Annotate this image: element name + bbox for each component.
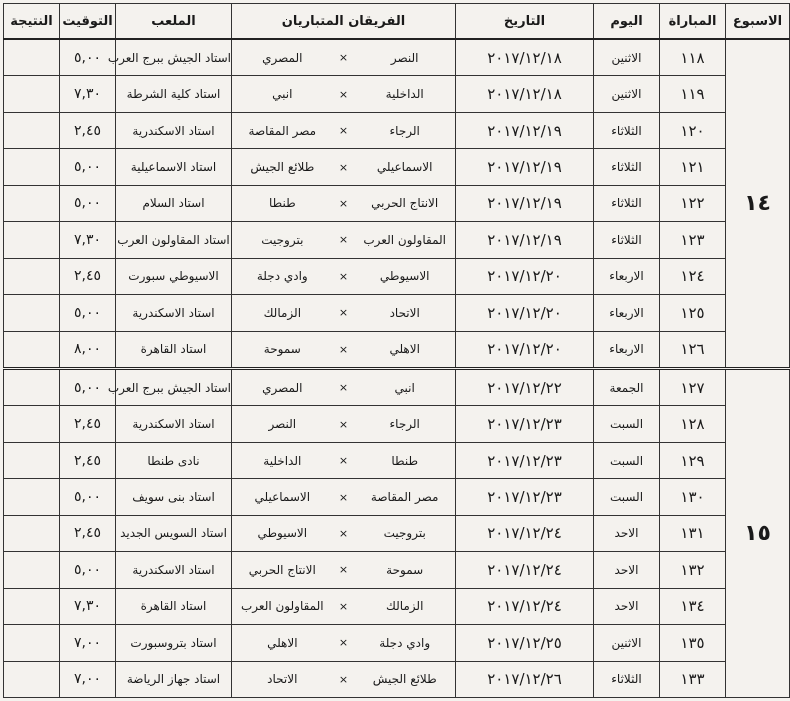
team-home: بتروجيت (383, 526, 426, 541)
team-home: وادي دجلة (379, 635, 431, 650)
match-stadium: استاد السويس الجديد (116, 515, 232, 551)
team-away: الاتحاد (267, 672, 298, 687)
match-result (4, 552, 60, 588)
match-number: ١٣٢ (660, 552, 726, 588)
team-home: طلائع الجيش (372, 672, 437, 687)
match-teams (232, 76, 456, 112)
match-teams (232, 39, 456, 76)
match-number: ١٢٢ (660, 185, 726, 221)
match-stadium: استاد بتروسبورت (116, 625, 232, 661)
week-number: ١٥ (726, 368, 790, 697)
match-teams (232, 258, 456, 294)
match-day: الاحد (594, 515, 660, 551)
match-date: ٢٠١٧/١٢/٢٤ (456, 515, 594, 551)
match-number: ١٣٥ (660, 625, 726, 661)
week-number: ١٤ (726, 39, 790, 368)
match-teams (232, 368, 456, 405)
header-date: التاريخ (456, 4, 594, 40)
match-number: ١٢٣ (660, 222, 726, 258)
match-stadium: استاد بنى سويف (116, 479, 232, 515)
header-result: النتيجة (4, 4, 60, 40)
team-away: سموحة (263, 342, 301, 357)
team-away: وادي دجلة (256, 269, 308, 284)
vs-symbol: × (338, 160, 349, 174)
match-result (4, 39, 60, 76)
header-week: الاسبوع (726, 4, 790, 40)
match-time: ٥,٠٠ (60, 149, 116, 185)
table-row (4, 515, 790, 551)
table-row (4, 368, 790, 405)
table-row (4, 552, 790, 588)
match-teams (232, 442, 456, 478)
match-teams (232, 222, 456, 258)
match-time: ٥,٠٠ (60, 479, 116, 515)
match-stadium: استاد الاسماعيلية (116, 149, 232, 185)
match-time: ٢,٤٥ (60, 258, 116, 294)
match-result (4, 258, 60, 294)
match-time: ٥,٠٠ (60, 368, 116, 405)
team-away: الاسيوطي (257, 526, 308, 541)
match-day: السبت (594, 406, 660, 442)
match-number: ١١٩ (660, 76, 726, 112)
match-time: ٧,٣٠ (60, 222, 116, 258)
match-number: ١٢٤ (660, 258, 726, 294)
team-home: انبي (394, 380, 415, 395)
match-number: ١٢٨ (660, 406, 726, 442)
match-teams (232, 515, 456, 551)
vs-symbol: × (338, 454, 349, 468)
match-day: الاربعاء (594, 331, 660, 368)
match-day: الثلاثاء (594, 185, 660, 221)
table-row (4, 661, 790, 697)
match-day: الثلاثاء (594, 661, 660, 697)
match-day: السبت (594, 442, 660, 478)
match-result (4, 76, 60, 112)
match-stadium: استاد القاهرة (116, 588, 232, 624)
team-away: النصر (268, 417, 297, 432)
team-home: الاسيوطي (379, 269, 430, 284)
vs-symbol: × (338, 306, 349, 320)
table-row (4, 331, 790, 368)
vs-symbol: × (338, 51, 349, 65)
vs-symbol: × (338, 417, 349, 431)
match-date: ٢٠١٧/١٢/١٩ (456, 185, 594, 221)
team-home: الاسماعيلي (376, 160, 433, 175)
match-result (4, 112, 60, 148)
table-row (4, 295, 790, 331)
team-away: الاسماعيلي (254, 490, 311, 505)
match-date: ٢٠١٧/١٢/١٨ (456, 76, 594, 112)
match-day: الثلاثاء (594, 149, 660, 185)
team-away: بتروجيت (261, 232, 304, 247)
match-date: ٢٠١٧/١٢/٢٥ (456, 625, 594, 661)
vs-symbol: × (338, 196, 349, 210)
match-number: ١٢٠ (660, 112, 726, 148)
match-time: ٨,٠٠ (60, 331, 116, 368)
team-away: طنطا (268, 196, 296, 211)
match-number: ١٣٣ (660, 661, 726, 697)
match-teams (232, 552, 456, 588)
header-teams: الفريقان المتباريان (232, 4, 456, 40)
vs-symbol: × (338, 599, 349, 613)
match-stadium: استاد كلية الشرطة (116, 76, 232, 112)
match-time: ٢,٤٥ (60, 442, 116, 478)
vs-symbol: × (338, 526, 349, 540)
match-number: ١٣٠ (660, 479, 726, 515)
match-stadium: استاد الاسكندرية (116, 406, 232, 442)
match-stadium: استاد الاسكندرية (116, 112, 232, 148)
match-number: ١٢٦ (660, 331, 726, 368)
match-day: الاحد (594, 588, 660, 624)
match-teams (232, 295, 456, 331)
team-away: المصري (262, 380, 303, 395)
vs-symbol: × (338, 381, 349, 395)
match-date: ٢٠١٧/١٢/١٩ (456, 149, 594, 185)
match-teams (232, 149, 456, 185)
team-home: الزمالك (385, 599, 424, 614)
match-number: ١٢١ (660, 149, 726, 185)
match-date: ٢٠١٧/١٢/٢٠ (456, 258, 594, 294)
team-away: المصري (262, 50, 303, 65)
match-number: ١٢٧ (660, 368, 726, 405)
match-result (4, 295, 60, 331)
match-date: ٢٠١٧/١٢/١٩ (456, 222, 594, 258)
vs-symbol: × (338, 636, 349, 650)
match-teams (232, 331, 456, 368)
match-result (4, 515, 60, 551)
match-number: ١١٨ (660, 39, 726, 76)
team-away: الانتاج الحربي (248, 562, 316, 577)
match-stadium: استاد جهاز الرياضة (116, 661, 232, 697)
header-stadium: الملعب (116, 4, 232, 40)
team-home: الاتحاد (389, 305, 420, 320)
match-date: ٢٠١٧/١٢/٢٠ (456, 331, 594, 368)
table-row (4, 149, 790, 185)
team-away: مصر المقاصة (248, 123, 317, 138)
schedule-table (3, 3, 790, 698)
team-away: الزمالك (263, 305, 302, 320)
table-row (4, 185, 790, 221)
match-teams (232, 588, 456, 624)
match-date: ٢٠١٧/١٢/٢٢ (456, 368, 594, 405)
match-day: الثلاثاء (594, 112, 660, 148)
match-time: ٧,٠٠ (60, 661, 116, 697)
match-day: الثلاثاء (594, 222, 660, 258)
match-number: ١٢٩ (660, 442, 726, 478)
match-teams (232, 479, 456, 515)
team-home: الرجاء (389, 417, 420, 432)
match-date: ٢٠١٧/١٢/٢٠ (456, 295, 594, 331)
match-result (4, 479, 60, 515)
team-away: الاهلي (267, 635, 298, 650)
table-row (4, 112, 790, 148)
match-day: الاربعاء (594, 258, 660, 294)
match-time: ٧,٣٠ (60, 76, 116, 112)
match-result (4, 185, 60, 221)
header-match: المباراة (660, 4, 726, 40)
match-teams (232, 661, 456, 697)
team-home: النصر (390, 50, 419, 65)
table-row (4, 39, 790, 76)
team-home: الداخلية (385, 87, 424, 102)
table-row (4, 442, 790, 478)
header-day: اليوم (594, 4, 660, 40)
match-time: ٢,٤٥ (60, 406, 116, 442)
vs-symbol: × (338, 672, 349, 686)
match-stadium: استاد الاسكندرية (116, 295, 232, 331)
table-row (4, 258, 790, 294)
header-row (4, 4, 790, 40)
match-teams (232, 625, 456, 661)
vs-symbol: × (338, 87, 349, 101)
team-home: الانتاج الحربي (371, 196, 439, 211)
match-time: ٥,٠٠ (60, 39, 116, 76)
table-row (4, 588, 790, 624)
match-result (4, 661, 60, 697)
match-day: الاثنين (594, 39, 660, 76)
match-stadium: استاد الجيش ببرج العرب (116, 39, 232, 76)
match-number: ١٣٤ (660, 588, 726, 624)
table-row (4, 625, 790, 661)
match-time: ٥,٠٠ (60, 552, 116, 588)
schedule-body (4, 39, 790, 698)
match-result (4, 331, 60, 368)
team-home: مصر المقاصة (370, 490, 439, 505)
match-stadium: الاسيوطي سبورت (116, 258, 232, 294)
match-stadium: نادى طنطا (116, 442, 232, 478)
vs-symbol: × (338, 563, 349, 577)
match-date: ٢٠١٧/١٢/١٩ (456, 112, 594, 148)
match-date: ٢٠١٧/١٢/٢٣ (456, 479, 594, 515)
match-result (4, 368, 60, 405)
match-result (4, 149, 60, 185)
match-day: الاثنين (594, 76, 660, 112)
match-time: ٥,٠٠ (60, 185, 116, 221)
team-away: الداخلية (263, 453, 302, 468)
match-teams (232, 185, 456, 221)
match-result (4, 588, 60, 624)
match-result (4, 222, 60, 258)
team-home: طنطا (391, 453, 419, 468)
match-date: ٢٠١٧/١٢/٢٣ (456, 406, 594, 442)
team-home: المقاولون العرب (363, 232, 447, 247)
match-stadium: استاد القاهرة (116, 331, 232, 368)
match-date: ٢٠١٧/١٢/٢٣ (456, 442, 594, 478)
match-date: ٢٠١٧/١٢/٢٤ (456, 588, 594, 624)
vs-symbol: × (338, 490, 349, 504)
vs-symbol: × (338, 233, 349, 247)
match-date: ٢٠١٧/١٢/٢٤ (456, 552, 594, 588)
match-time: ٥,٠٠ (60, 295, 116, 331)
schedule-container (3, 3, 783, 698)
match-time: ٢,٤٥ (60, 515, 116, 551)
vs-symbol: × (338, 342, 349, 356)
match-date: ٢٠١٧/١٢/١٨ (456, 39, 594, 76)
match-day: السبت (594, 479, 660, 515)
table-row (4, 406, 790, 442)
table-row (4, 222, 790, 258)
team-home: سموحة (386, 562, 424, 577)
vs-symbol: × (338, 269, 349, 283)
team-away: انبي (272, 87, 293, 102)
match-date: ٢٠١٧/١٢/٢٦ (456, 661, 594, 697)
match-day: الاربعاء (594, 295, 660, 331)
match-day: الاحد (594, 552, 660, 588)
team-away: طلائع الجيش (250, 160, 315, 175)
match-stadium: استاد المقاولون العرب (116, 222, 232, 258)
match-time: ٢,٤٥ (60, 112, 116, 148)
match-stadium: استاد الاسكندرية (116, 552, 232, 588)
team-home: الرجاء (389, 123, 420, 138)
match-result (4, 625, 60, 661)
match-result (4, 442, 60, 478)
match-time: ٧,٣٠ (60, 588, 116, 624)
team-away: المقاولون العرب (240, 599, 324, 614)
vs-symbol: × (338, 124, 349, 138)
match-day: الجمعة (594, 368, 660, 405)
match-time: ٧,٠٠ (60, 625, 116, 661)
match-number: ١٢٥ (660, 295, 726, 331)
match-teams (232, 406, 456, 442)
match-stadium: استاد السلام (116, 185, 232, 221)
match-number: ١٣١ (660, 515, 726, 551)
match-stadium: استاد الجيش ببرج العرب (116, 368, 232, 405)
header-time: التوقيت (60, 4, 116, 40)
table-row (4, 76, 790, 112)
match-teams (232, 112, 456, 148)
team-home: الاهلي (389, 342, 420, 357)
table-row (4, 479, 790, 515)
match-result (4, 406, 60, 442)
match-day: الاثنين (594, 625, 660, 661)
